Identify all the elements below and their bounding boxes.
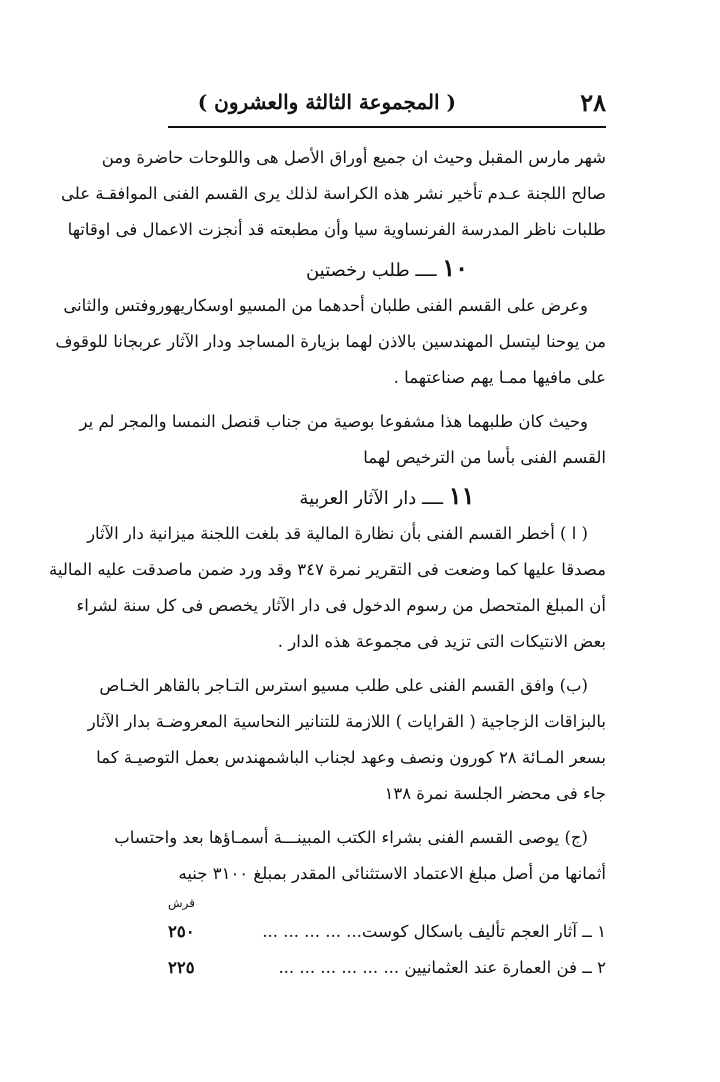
section-11-item-c: [114, 820, 606, 892]
book-title: ــ آثار العجم تأليف باسكال كوست... ... ... ... ...: [262, 922, 592, 941]
section-10-paragraph-2: [79, 404, 606, 476]
intro-paragraph: [61, 140, 606, 248]
text-line: ( ا ) أخطر القسم الفنى بأن نظارة المالية قد بلغت اللجنة ميزانية دار الآثار: [87, 524, 588, 543]
page-header: [168, 88, 606, 122]
text-line: (ب) وافق القسم الفنى على طلب مسيو استرس التـاجر بالقاهر الخـاص: [99, 676, 588, 695]
text-line: وحيث كان طلبهما هذا مشفوعا بوصية من جناب قنصل النمسا والمجر لم ير: [79, 412, 588, 431]
section-title: ــــ طلب رخصتين: [305, 260, 437, 281]
book-list-item: [168, 914, 606, 950]
section-10-heading: [168, 248, 606, 288]
section-11-heading: [168, 476, 606, 516]
text-line: جاء فى محضر الجلسة نمرة ١٣٨: [384, 784, 606, 803]
header-rule: [168, 126, 606, 128]
text-line: على مافيها ممـا يهم صناعتهما .: [393, 368, 606, 387]
text-line: مصدقا عليها كما وضعت فى التقرير نمرة ٣٤٧ وقد ورد ضمن ماصدقت عليه المالية: [49, 560, 606, 579]
text-line: بعض الانتيكات التى تزيد فى مجموعة هذه الدار .: [277, 632, 606, 651]
text-line: وعرض على القسم الفنى طلبان أحدهما من المسيو اوسكاريهوروفتس والثانى: [63, 296, 588, 315]
text-line: بالبزاقات الزجاجية ( القرايات ) اللازمة للتنانير النحاسية المعروضـة بدار الآثار: [87, 712, 606, 731]
section-11-item-b: [87, 668, 606, 812]
text-line: صالح اللجنة عـدم تأخير نشر هذه الكراسة لذلك يرى القسم الفنى الموافقـة على: [61, 184, 606, 203]
text-line: أثمانها من أصل مبلغ الاعتماد الاستثنائى المقدر بمبلغ ٣١٠٠ جنيه: [178, 864, 606, 883]
book-amount: ٢٥٠: [168, 922, 195, 941]
book-list-item: [168, 950, 606, 986]
text-line: طلبات ناظر المدرسة الفرنساوية سيا وأن مطبعته قد أنجزت الاعمال فى اوقاتها: [67, 220, 606, 239]
currency-unit-label: قرش: [168, 896, 196, 910]
book-index: ١: [597, 922, 606, 941]
page-body: [49, 140, 606, 986]
page-number: ٢٨: [580, 88, 606, 117]
section-11-item-a: [49, 516, 606, 660]
running-title: ( المجموعة الثالثة والعشرون ): [197, 90, 456, 114]
text-line: بسعر المـائة ٢٨ كورون ونصف وعهد لجناب الباشمهندس بعمل التوصيـة كما: [96, 748, 606, 767]
book-index: ٢: [597, 958, 606, 977]
text-line: شهر مارس المقبل وحيث ان جميع أوراق الأصل هى واللوحات حاضرة ومن: [101, 148, 606, 167]
text-line: (ج) يوصى القسم الفنى بشراء الكتب المبينـــة أسمـاؤها بعد واحتساب: [114, 828, 588, 847]
text-line: من يوحنا ليتسل المهندسين بالاذن لهما بزيارة المساجد ودار الآثار عربجانا للوقوف: [55, 332, 606, 351]
book-title: ــ فن العمارة عند العثمانيين ... ... ... ... ... ...: [278, 958, 592, 977]
section-title: ــــ دار الآثار العربية: [299, 488, 444, 509]
section-number: ١٠: [442, 253, 468, 282]
book-amount: ٢٢٥: [168, 958, 195, 977]
text-line: أن المبلغ المتحصل من رسوم الدخول فى دار الآثار يخصص فى كل سنة لشراء: [76, 596, 606, 615]
text-line: القسم الفنى بأسا من الترخيص لهما: [363, 448, 606, 467]
section-10-paragraph-1: [55, 288, 606, 396]
section-number: ١١: [448, 481, 475, 510]
